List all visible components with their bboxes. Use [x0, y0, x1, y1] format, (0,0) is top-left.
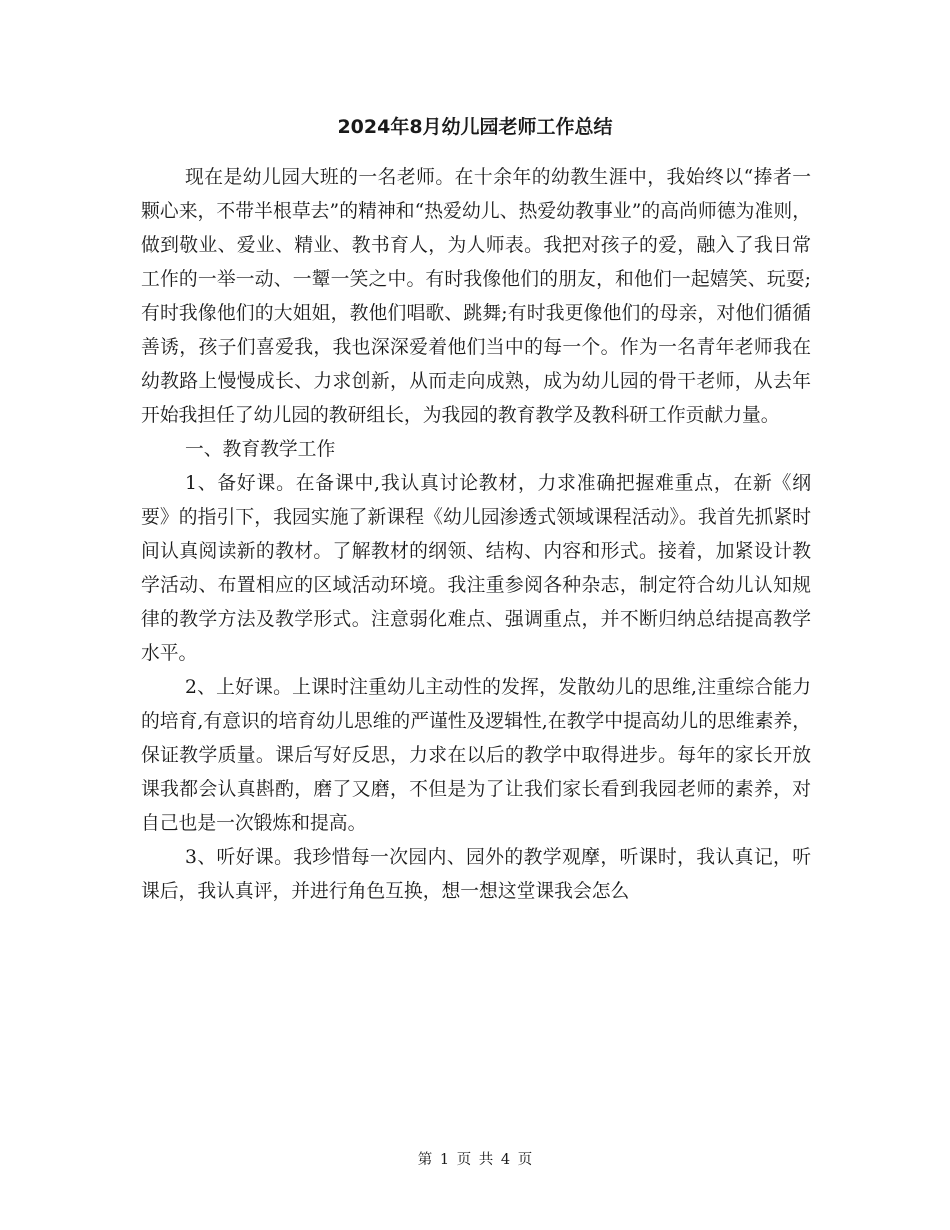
document-title: 2024年8月幼儿园老师工作总结: [337, 116, 613, 138]
page-footer: 第 1 页 共 4 页: [417, 1152, 533, 1168]
paragraph-intro: 现在是幼儿园大班的一名老师。在十余年的幼教生涯中，我始终以“捧者一颗心来，不带半根草去”的精神和“热爱幼儿、热爱幼教事业”的高尚师德为准则，做到敬业、爱业、精业、教书育人，为人师表。我把对孩子的爱，融入了我日常工作的一举一动、一颦一笑之中。有时我像他们的朋友，和他们一起嬉笑、玩耍;有时我像他们的大姐姐，教他们唱歌、跳舞;有时我更像他们的母亲，对他们循循善诱，孩子们喜爱我，我也深深爱着他们当中的每一个。作为一名青年老师我在幼教路上慢慢成长、力求创新，从而走向成熟，成为幼儿园的骨干老师，从去年开始我担任了幼儿园的教研组长，为我园的教育教学及教科研工作贡献力量。: [141, 167, 811, 426]
section-heading-teaching: 一、教育教学工作: [185, 439, 336, 460]
paragraph-lesson-prep: 1、备好课。在备课中,我认真讨论教材，力求准确把握难重点，在新《纲要》的指引下，我园实施了新课程《幼儿园渗透式领域课程活动》。我首先抓紧时间认真阅读新的教材。了解教材的纲领、结构、内容和形式。接着，加紧设计教学活动、布置相应的区域活动环境。我注重参阅各种杂志，制定符合幼儿认知规律的教学方法及教学形式。注意弱化难点、强调重点，并不断归纳总结提高教学水平。: [141, 473, 811, 664]
paragraph-observation: 3、听好课。我珍惜每一次园内、园外的教学观摩，听课时，我认真记，听课后，我认真评，并进行角色互换，想一想这堂课我会怎么: [141, 847, 811, 902]
document-body: [141, 161, 811, 909]
paragraph-teaching-class: 2、上好课。上课时注重幼儿主动性的发挥，发散幼儿的思维,注重综合能力的培育,有意识的培育幼儿思维的严谨性及逻辑性,在教学中提高幼儿的思维素养，保证教学质量。课后写好反思，力求在以后的教学中取得进步。每年的家长开放课我都会认真斟酌，磨了又磨，不但是为了让我们家长看到我园老师的素养，对自己也是一次锻炼和提高。: [141, 677, 811, 834]
